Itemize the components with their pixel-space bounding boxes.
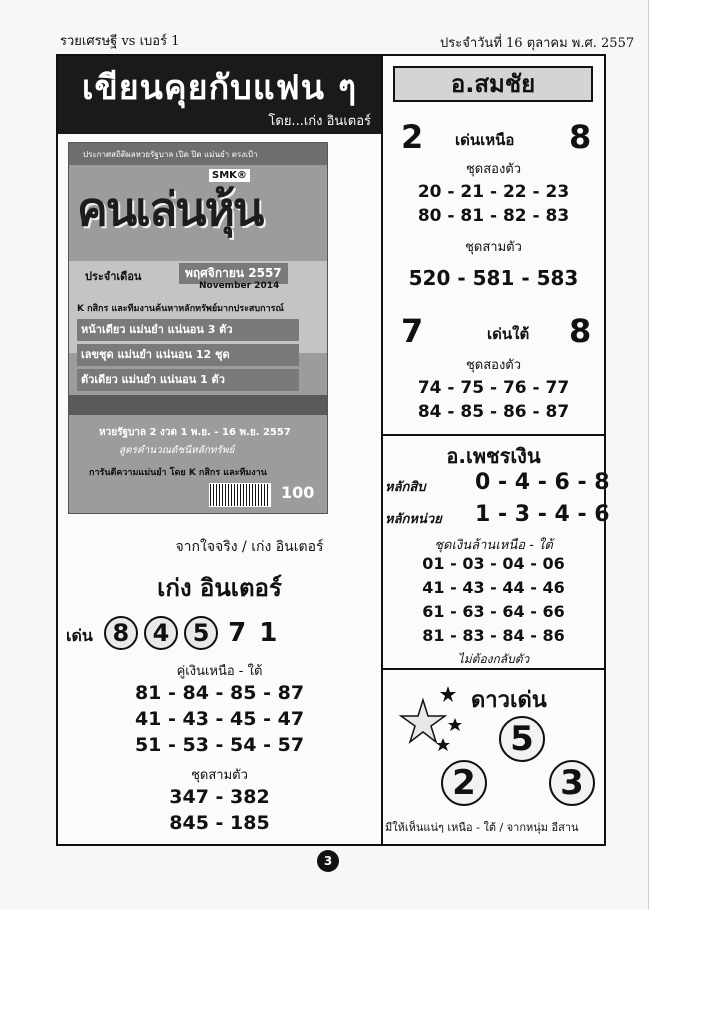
right-three-line: 520 - 581 - 583 bbox=[408, 266, 579, 290]
header-left: รวยเศรษฐี vs เบอร์ 1 bbox=[60, 34, 180, 49]
north-label: เด่นเหนือ bbox=[455, 131, 515, 149]
right-title: อ.สมชัย bbox=[450, 70, 536, 98]
south-big-1: 7 bbox=[401, 312, 424, 350]
poster-row-2: เลขชุด แม่นยำ แน่นอน 12 ชุด bbox=[77, 344, 299, 366]
pairs-line-2: 41 - 43 - 45 - 47 bbox=[134, 708, 305, 730]
poster-barcode bbox=[209, 483, 271, 507]
south-label: เด่นใต้ bbox=[487, 325, 530, 343]
poster-big-title: คนเล่นหุ้น bbox=[77, 182, 263, 236]
pairs-line-3: 51 - 53 - 54 - 57 bbox=[134, 734, 305, 756]
poster-row-3: ตัวเดียว แม่นยำ แน่นอน 1 ตัว bbox=[77, 369, 299, 391]
right-column bbox=[383, 56, 610, 844]
star-cluster-icon bbox=[393, 680, 473, 760]
digit-plain-1: 7 bbox=[228, 618, 247, 648]
play-label: เด่น bbox=[66, 626, 93, 645]
star-ball-3: 3 bbox=[549, 760, 595, 806]
million-line-2: 41 - 43 - 44 - 46 bbox=[422, 578, 565, 597]
page-number: 3 bbox=[317, 850, 339, 872]
million-line-4: 81 - 83 - 84 - 86 bbox=[422, 626, 565, 645]
three-line-1: 347 - 382 bbox=[169, 786, 270, 808]
poster-formula-line: สูตรคำนวณดัชนีหลักทรัพย์ bbox=[119, 445, 235, 456]
poster-k-line: K กสิกร และทีมงานค้นหาหลักทรัพย์มากประสบการณ์ bbox=[77, 304, 284, 314]
left-byline: โดย...เก่ง อินเตอร์ bbox=[268, 114, 371, 129]
million-line-1: 01 - 03 - 04 - 06 bbox=[422, 554, 565, 573]
left-title-bar bbox=[58, 56, 381, 134]
south-big-2: 8 bbox=[569, 312, 592, 350]
star-ball-2: 2 bbox=[441, 760, 487, 806]
pairs-line-1: 81 - 84 - 85 - 87 bbox=[134, 682, 305, 704]
section-rule-2 bbox=[383, 668, 604, 670]
north-pairs-1: 20 - 21 - 22 - 23 bbox=[417, 182, 570, 202]
million-label: ชุดเงินล้านเหนือ - ใต้ bbox=[434, 538, 553, 553]
south-two-label: ชุดสองตัว bbox=[465, 358, 522, 373]
pairs-label: คู่เงินเหนือ - ใต้ bbox=[176, 664, 263, 679]
star-ball-1: 5 bbox=[499, 716, 545, 762]
million-line-3: 61 - 63 - 64 - 66 bbox=[422, 602, 565, 621]
south-pairs-2: 84 - 85 - 86 - 87 bbox=[417, 402, 570, 422]
north-pairs-2: 80 - 81 - 82 - 83 bbox=[417, 206, 570, 226]
star-title: ดาวเด่น bbox=[471, 688, 547, 713]
poster-row-1: หน้าเดียว แม่นยำ แน่นอน 3 ตัว bbox=[77, 319, 299, 341]
from-heart-line: จากใจจริง / เก่ง อินเตอร์ bbox=[175, 539, 324, 555]
advert-poster bbox=[68, 142, 328, 514]
north-big-2: 8 bbox=[569, 118, 592, 156]
digit-ball-1: 8 bbox=[104, 616, 138, 650]
poster-brand: SMK® bbox=[209, 169, 250, 182]
second-title: อ.เพชรเงิน bbox=[446, 444, 541, 468]
poster-month-en: November 2014 bbox=[199, 281, 280, 291]
content-frame bbox=[56, 54, 610, 846]
units-value: 1 - 3 - 4 - 6 bbox=[475, 502, 610, 527]
north-two-label: ชุดสองตัว bbox=[465, 162, 522, 177]
header-date: ประจำวันที่ 16 ตุลาคม พ.ศ. 2557 bbox=[440, 36, 635, 51]
right-title-box bbox=[393, 66, 593, 102]
three-label: ชุดสามตัว bbox=[191, 768, 248, 783]
poster-top-text: ประกาศสถิติผลหวยรัฐบาล เปิด ปิด แม่นยำ ตรงเป้า bbox=[83, 150, 258, 159]
section-rule-1 bbox=[383, 434, 604, 436]
star-footer: มีให้เห็นแน่ๆ เหนือ - ใต้ / จากหนุ่ม อีสาน bbox=[385, 821, 579, 834]
left-column bbox=[58, 56, 381, 844]
three-line-2: 845 - 185 bbox=[169, 812, 270, 834]
digit-plain-2: 1 bbox=[259, 618, 278, 648]
poster-lotto-line: หวยรัฐบาล 2 งวด 1 พ.ย. - 16 พ.ย. 2557 bbox=[99, 427, 291, 438]
right-three-label: ชุดสามตัว bbox=[465, 240, 522, 255]
left-title: เขียนคุยกับแฟน ๆ bbox=[81, 68, 358, 108]
south-pairs-1: 74 - 75 - 76 - 77 bbox=[417, 378, 570, 398]
author-name: เก่ง อินเตอร์ bbox=[157, 574, 282, 602]
no-reverse-note: ไม่ต้องกลับตัว bbox=[457, 652, 530, 666]
north-big-1: 2 bbox=[401, 118, 424, 156]
units-label: หลักหน่วย bbox=[385, 512, 442, 527]
tens-label: หลักสิบ bbox=[385, 480, 426, 495]
poster-price: 100 bbox=[281, 483, 315, 502]
featured-digits-row bbox=[66, 616, 366, 656]
tens-value: 0 - 4 - 6 - 8 bbox=[475, 470, 610, 495]
poster-month-label: ประจำเดือน bbox=[85, 270, 142, 283]
poster-month-value: พฤศจิกายน 2557 bbox=[179, 263, 288, 284]
digit-ball-2: 4 bbox=[144, 616, 178, 650]
poster-trust-line: การันตีความแม่นยำ โดย K กสิกร และทีมงาน bbox=[89, 468, 267, 478]
digit-ball-3: 5 bbox=[184, 616, 218, 650]
